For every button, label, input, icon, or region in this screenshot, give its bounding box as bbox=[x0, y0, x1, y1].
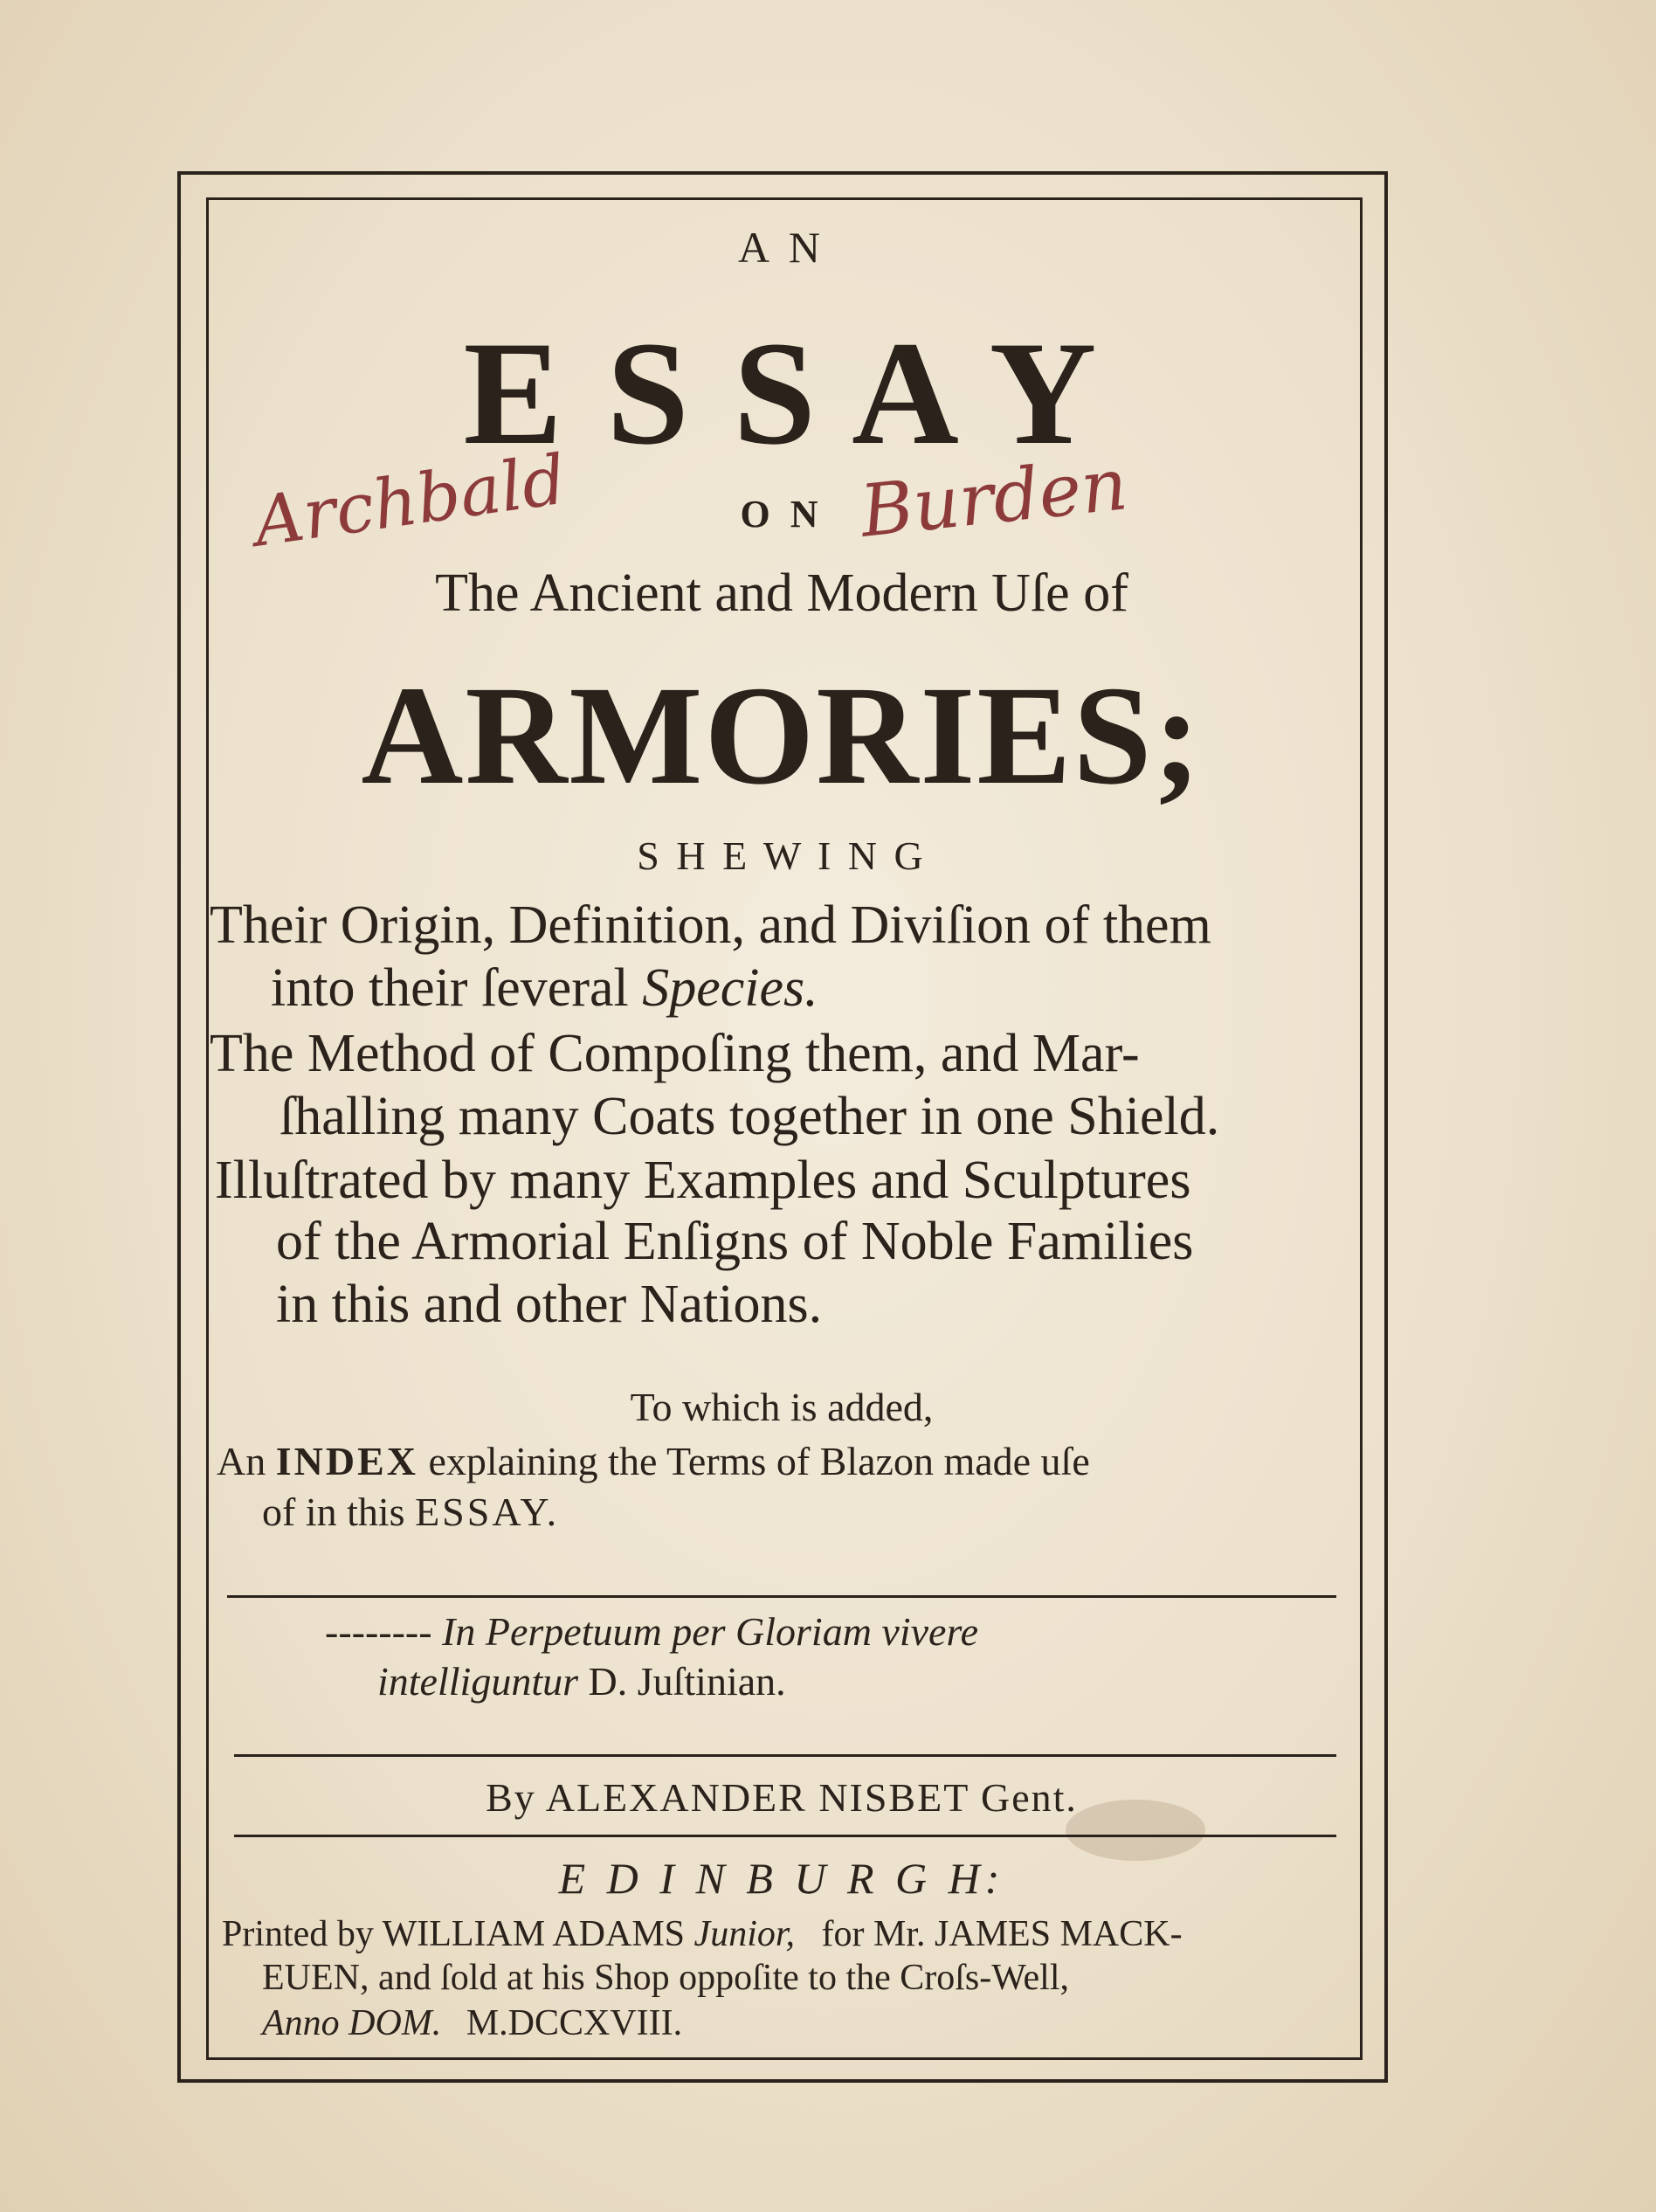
contents-line-1: Their Origin, Definition, and Diviſion of them bbox=[210, 895, 1211, 955]
motto-line-1: -------- In Perpetuum per Gloriam vivere bbox=[325, 1609, 979, 1654]
index-line-1 bbox=[217, 1441, 1090, 1482]
species-word: Species. bbox=[642, 958, 818, 1018]
title-armories: ARMORIES; bbox=[361, 658, 1203, 814]
imprint-anno: Anno DOM. bbox=[262, 2003, 442, 2043]
handwritten-name-right: Burden bbox=[856, 443, 1132, 554]
author-line: By ALEXANDER NISBET Gent. bbox=[486, 1775, 1078, 1820]
subtitle: The Ancient and Modern Uſe of bbox=[435, 563, 1128, 623]
place-line: E D I N B U R G H: bbox=[558, 1854, 1005, 1903]
shewing-heading: S H E W I N G bbox=[637, 833, 927, 878]
imprint-year: M.DCCXVIII. bbox=[466, 2003, 683, 2043]
imprint-line-1 bbox=[222, 1916, 1183, 1953]
index-line-2-text: of in this bbox=[262, 1490, 405, 1534]
contents-line-5: Illuſtrated by many Examples and Sculptures bbox=[215, 1151, 1191, 1210]
index-text: explaining the Terms of Blazon made uſe bbox=[428, 1439, 1090, 1483]
imprint-line-3 bbox=[262, 2005, 682, 2042]
contents-line-3: The Method of Compoſing them, and Mar- bbox=[210, 1024, 1140, 1083]
rule-2 bbox=[234, 1754, 1336, 1757]
motto-line-2 bbox=[377, 1659, 786, 1704]
handwritten-name-left: Archbald bbox=[249, 440, 571, 563]
motto-word: intelliguntur bbox=[377, 1659, 578, 1704]
index-word: INDEX bbox=[275, 1439, 418, 1483]
rule-1 bbox=[227, 1595, 1336, 1598]
index-essay-word: ESSAY. bbox=[415, 1490, 560, 1534]
contents-line-6: of the Armorial Enſigns of Noble Families bbox=[276, 1212, 1194, 1271]
imprint-for: for Mr. JAMES MACK- bbox=[821, 1914, 1183, 1954]
imprint-printer: Printed by WILLIAM ADAMS bbox=[222, 1914, 686, 1954]
added-line: To which is added, bbox=[630, 1385, 934, 1429]
motto-attribution: D. Juſtinian. bbox=[588, 1659, 786, 1704]
contents-line-7: in this and other Nations. bbox=[276, 1275, 823, 1334]
title-essay: E S S A Y bbox=[463, 311, 1101, 475]
imprint-junior: Junior, bbox=[693, 1914, 796, 1954]
index-an: An bbox=[217, 1439, 266, 1483]
contents-line-4: ſhalling many Coats together in one Shield. bbox=[279, 1087, 1220, 1146]
title-on: O N bbox=[740, 493, 824, 536]
contents-line-2-text: into their ſeveral bbox=[271, 958, 629, 1018]
contents-line-2 bbox=[271, 958, 818, 1018]
rule-3 bbox=[234, 1835, 1336, 1837]
title-an: A N bbox=[738, 223, 825, 272]
imprint-line-2: EUEN, and ſold at his Shop oppoſite to the Croſs-Well, bbox=[262, 1958, 1070, 1998]
index-line-2 bbox=[262, 1492, 559, 1532]
